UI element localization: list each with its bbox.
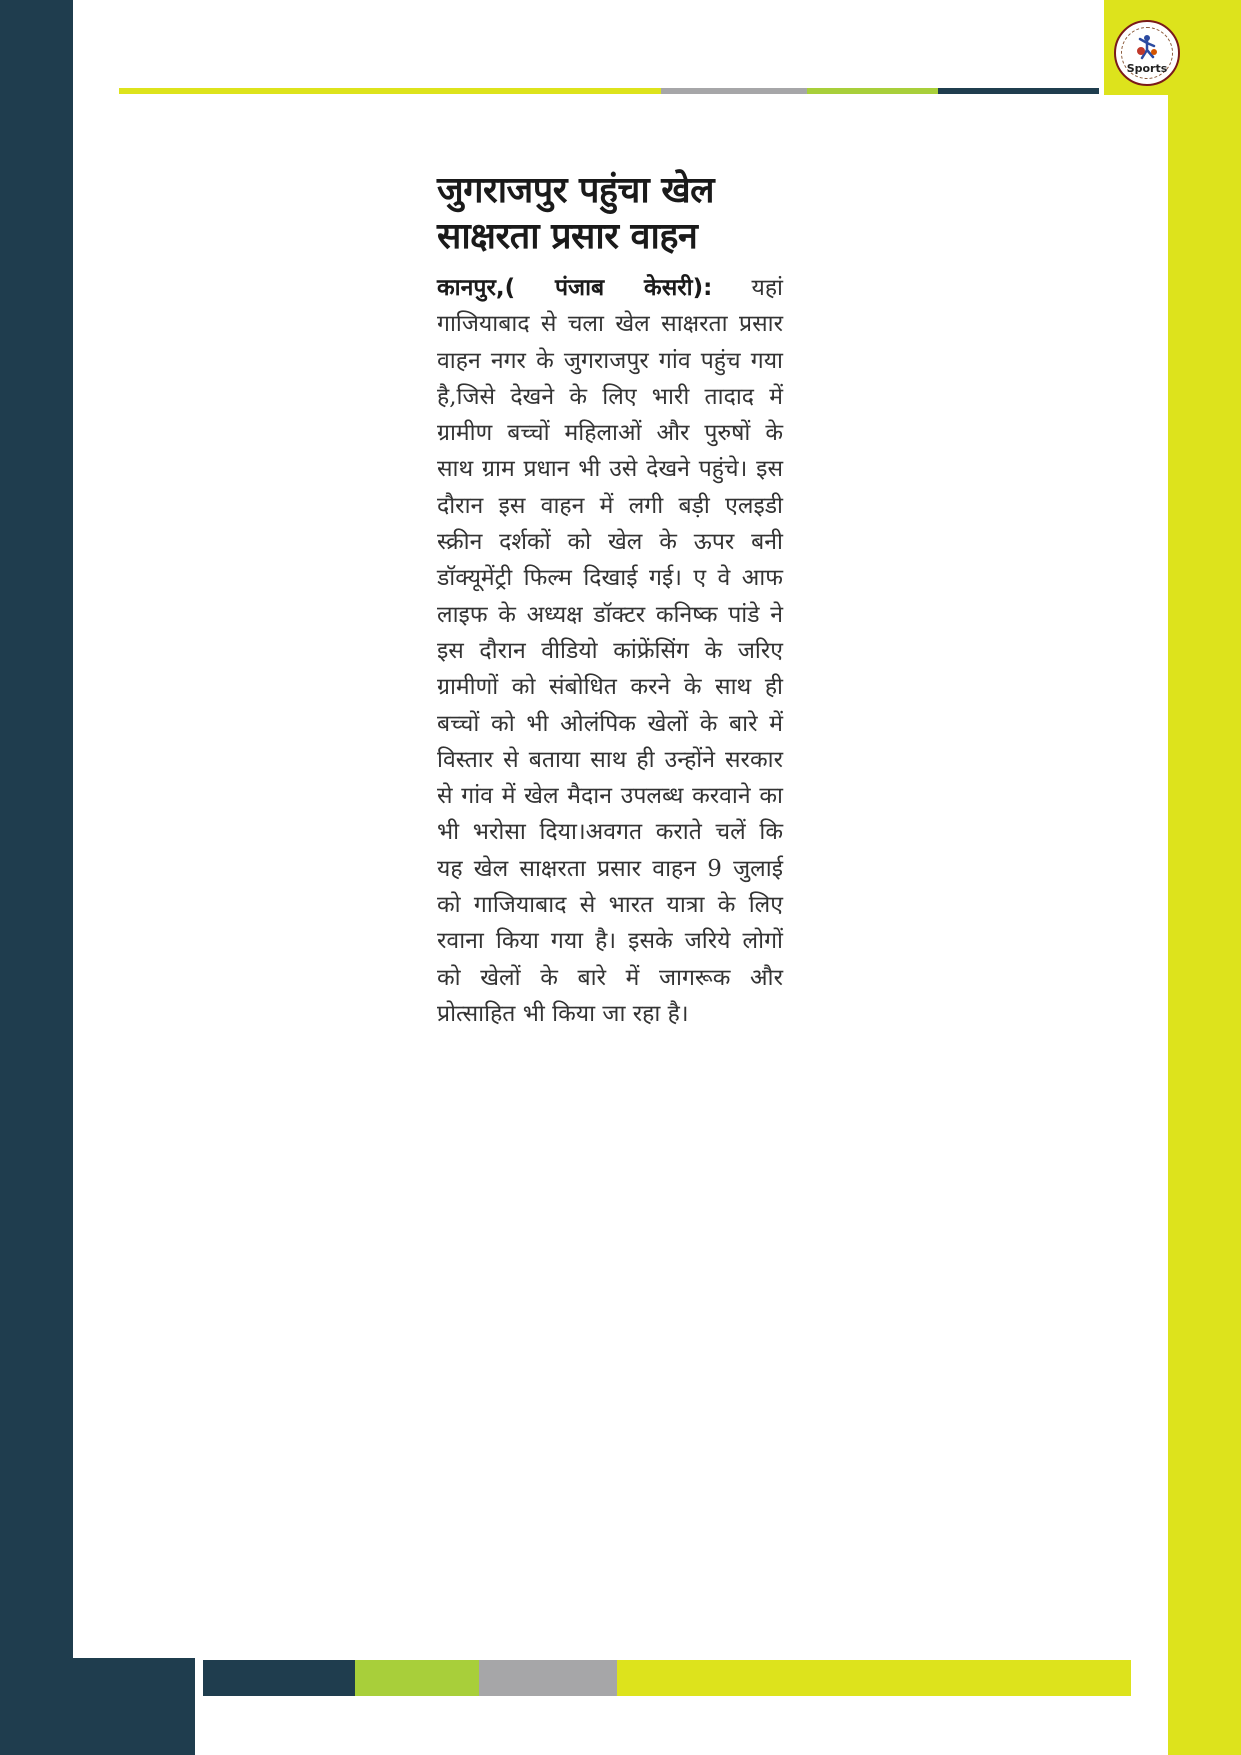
athlete-icon [1133,33,1161,61]
newspaper-clipping [437,168,783,1032]
left-sidebar-bar [0,0,73,1755]
top-stripe-green [807,88,938,94]
top-stripe-lime [119,88,661,94]
sports-logo [1114,20,1180,86]
bottom-stripe-lime [617,1660,1131,1696]
right-sidebar-bar [1168,95,1241,1755]
bottom-stripe-navy [203,1660,355,1696]
top-stripe-navy [938,88,1099,94]
left-footer-block [0,1658,195,1755]
bottom-stripe-green [355,1660,479,1696]
article-headline: जुगराजपुर पहुंचा खेल साक्षरता प्रसार वाहन [437,170,715,257]
bottom-stripe-gray [479,1660,617,1696]
article-body [437,270,783,1032]
article-body-text: यहां गाजियाबाद से चला खेल साक्षरता प्रसार वाहन नगर के जुगराजपुर गांव पहुंच गया है,जिसे देखने के लिए भारी तादाद में ग्रामीण बच्चों महिलाओं और पुरुषों के साथ ग्राम प्रधान भी उसे देखने पहुंचे। इस दौरान इस वाहन में लगी बड़ी एलइडी स्क्रीन दर्शकों को खेल के ऊपर बनी डॉक्यूमेंट्री फिल्म दिखाई गई। ए वे आफ लाइफ के अध्यक्ष डॉक्टर कनिष्क पांडे ने इस दौरान वीडियो कांफ्रेंसिंग के जरिए ग्रामीणों को संबोधित करने के साथ ही बच्चों को भी ओलंपिक खेलों के बारे में विस्तार से बताया साथ ही उन्होंने सरकार से गांव में खेल मैदान उपलब्ध करवाने का भी भरोसा दिया।अवगत कराते चलें कि यह खेल साक्षरता प्रसार वाहन 9 जुलाई को गाजियाबाद से भारत यात्रा के लिए रवाना किया गया है। इसके जरिये लोगों को खेलों के बारे में जागरूक और प्रोत्साहित भी किया जा रहा है। [437,275,783,1027]
logo-text: Sports [1126,62,1168,75]
top-stripe-gray [661,88,807,94]
article-dateline: कानपुर,( पंजाब केसरी): [437,275,713,301]
